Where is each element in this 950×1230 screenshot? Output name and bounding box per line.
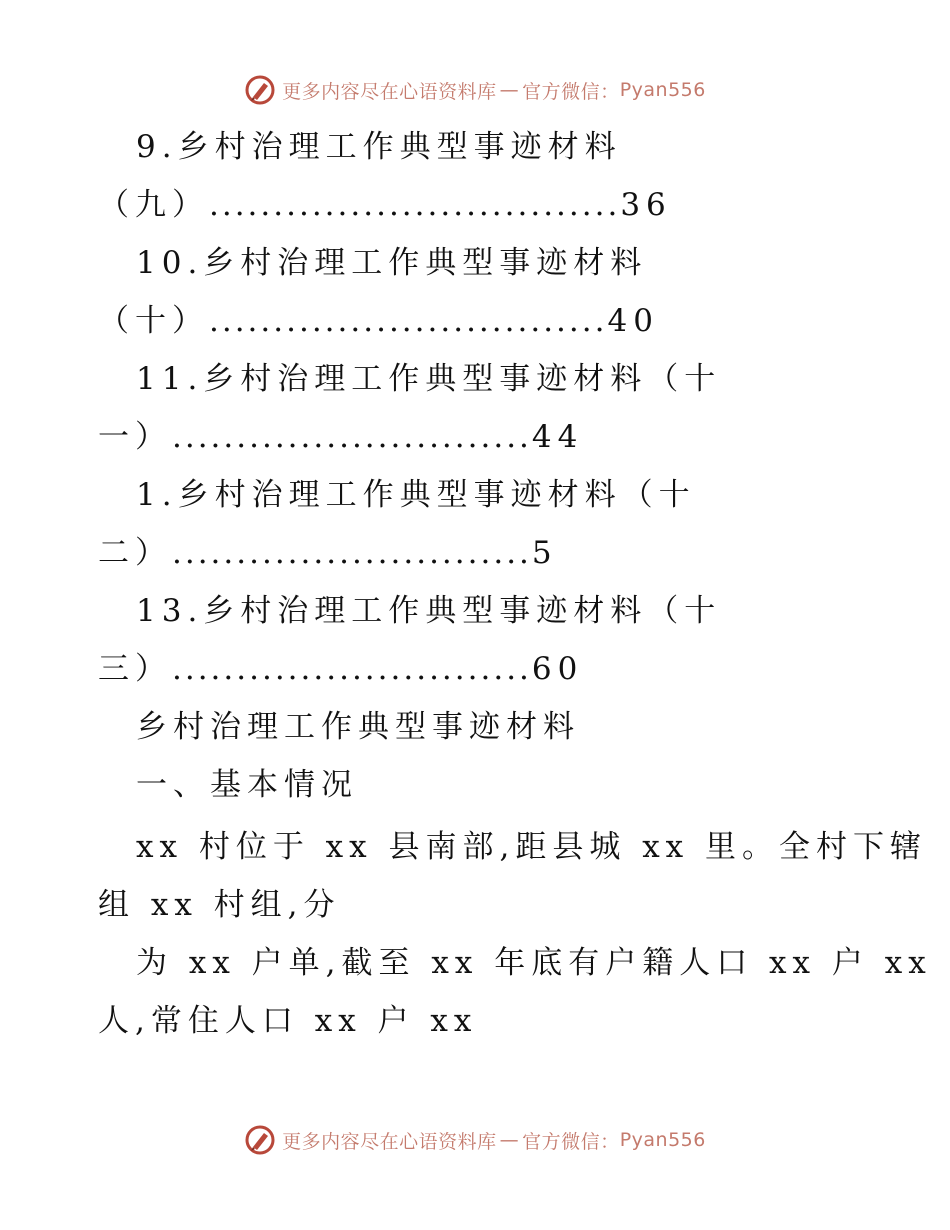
watermark-contact-label: 官方微信： bbox=[522, 1130, 620, 1153]
toc-dot-leader: ................................ bbox=[209, 187, 621, 223]
paragraph-1-line-1: xx 村位于 xx 县南部,距县城 xx 里。全村下辖 bbox=[136, 829, 928, 865]
toc-entry-10-title[interactable]: 10.乡村治理工作典型事迹材料 bbox=[136, 245, 648, 281]
toc-entry-12-title[interactable]: 1.乡村治理工作典型事迹材料（十 bbox=[136, 477, 696, 513]
paragraph-2-line-1: 为 xx 户单,截至 xx 年底有户籍人口 xx 户 xx bbox=[136, 945, 932, 981]
toc-entry-9-title[interactable]: 9.乡村治理工作典型事迹材料 bbox=[136, 129, 622, 165]
pen-logo-icon bbox=[244, 1124, 276, 1156]
toc-entry-11-leader[interactable] bbox=[98, 408, 583, 466]
toc-entry-11-title[interactable]: 11.乡村治理工作典型事迹材料（十 bbox=[136, 361, 722, 397]
watermark-site: 更多内容尽在心语资料库 bbox=[282, 1130, 497, 1153]
pen-logo-icon bbox=[244, 74, 276, 106]
document-heading: 乡村治理工作典型事迹材料 bbox=[136, 709, 580, 745]
toc-continuation: （九） bbox=[98, 187, 209, 223]
toc-page-number: 36 bbox=[620, 187, 672, 223]
watermark-contact-id: Pyan556 bbox=[619, 1129, 706, 1151]
toc-page-number: 44 bbox=[531, 419, 584, 455]
toc-dot-leader: ............................ bbox=[172, 419, 532, 455]
toc-continuation: 二） bbox=[98, 535, 172, 571]
header-watermark bbox=[0, 70, 950, 110]
toc-continuation: （十） bbox=[98, 303, 209, 339]
toc-entry-13-title[interactable]: 13.乡村治理工作典型事迹材料（十 bbox=[136, 593, 722, 629]
toc-entry-12-leader[interactable] bbox=[98, 524, 558, 582]
watermark-contact-label: 官方微信： bbox=[522, 80, 620, 103]
toc-continuation: 三） bbox=[98, 651, 172, 687]
toc-continuation: 一） bbox=[98, 419, 172, 455]
toc-dot-leader: ............................... bbox=[209, 303, 608, 339]
toc-dot-leader: ............................ bbox=[172, 535, 532, 571]
watermark-separator: — bbox=[499, 79, 520, 101]
footer-watermark bbox=[0, 1120, 950, 1160]
toc-entry-13-leader[interactable] bbox=[98, 640, 583, 698]
toc-entry-9-leader[interactable] bbox=[98, 176, 672, 234]
toc-page-number: 40 bbox=[607, 303, 659, 339]
watermark-site: 更多内容尽在心语资料库 bbox=[282, 80, 497, 103]
toc-page-number: 5 bbox=[531, 535, 558, 571]
paragraph-2-line-2: 人,常住人口 xx 户 xx bbox=[98, 1003, 478, 1039]
section-heading: 一、基本情况 bbox=[136, 767, 358, 803]
toc-dot-leader: ............................ bbox=[172, 651, 532, 687]
watermark-separator: — bbox=[499, 1129, 520, 1151]
toc-page-number: 60 bbox=[531, 651, 584, 687]
paragraph-1-line-2: 组 xx 村组,分 bbox=[98, 887, 341, 923]
watermark-contact-id: Pyan556 bbox=[619, 79, 706, 101]
toc-entry-10-leader[interactable] bbox=[98, 292, 659, 350]
